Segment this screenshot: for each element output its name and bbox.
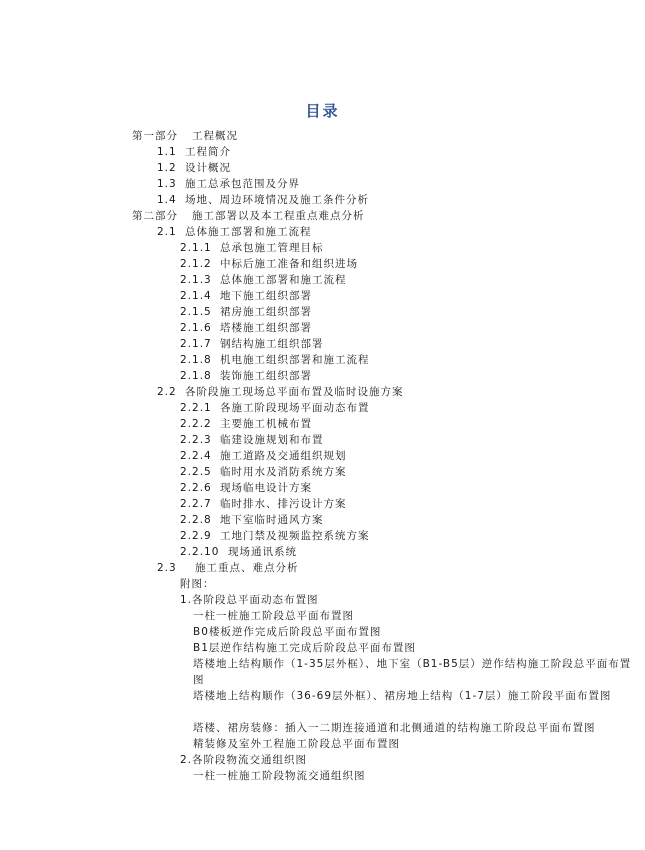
toc-entry-text: 临时用水及消防系统方案 [220,466,347,478]
toc-entry-text: 机电施工组织部署和施工流程 [220,354,370,366]
toc-entry-text: 地下施工组织部署 [220,290,312,302]
toc-entry-number: 1.2 [157,162,177,174]
toc-entry-number: 2.2.9 [180,530,212,542]
toc-entry-text: 施工重点、难点分析 [195,562,299,574]
toc-entry-number: 2.1.5 [180,306,212,318]
appendix-item[interactable]: B1层逆作结构施工完成后阶段总平面布置图 [193,642,416,654]
toc-entry-number: 2.1.2 [180,258,212,270]
toc-entry-text: 场地、周边环境情况及施工条件分析 [185,194,369,206]
toc-entry-number: 2.2.5 [180,466,212,478]
toc-entry[interactable] [180,304,312,320]
toc-entry-text: 设计概况 [185,162,231,174]
toc-entry-number: 2.1.8 [180,354,212,366]
toc-entry[interactable] [180,528,370,544]
toc-entry-number: 2.1.8 [180,370,212,382]
toc-entry[interactable] [180,336,324,352]
toc-entry-number: 2.2.2 [180,418,212,430]
toc-entry[interactable] [180,512,324,528]
appendix-item[interactable]: 塔楼地上结构顺作（36-69层外框）、裙房地上结构（1-7层）施工阶段平面布置图 [193,690,612,702]
toc-entry[interactable] [180,240,324,256]
toc-entry[interactable] [157,160,231,176]
appendix-item[interactable]: 精装修及室外工程施工阶段总平面布置图 [193,738,400,750]
toc-entry-text: 施工总承包范围及分界 [185,178,300,190]
toc-entry[interactable] [180,416,312,432]
toc-entry-text: 总体施工部署和施工流程 [220,274,347,286]
toc-entry-text: 中标后施工准备和组织进场 [220,258,358,270]
toc-entry-number: 2.2.4 [180,450,212,462]
toc-entry-text: 工程简介 [185,146,231,158]
toc-entry-number: 2.1.1 [180,242,212,254]
toc-entry[interactable] [157,384,404,400]
toc-entry-text: 钢结构施工组织部署 [220,338,324,350]
toc-entry-number: 第一部分 [132,130,178,142]
toc-entry[interactable] [180,272,347,288]
toc-entry[interactable] [180,448,347,464]
toc-entry[interactable] [180,368,312,384]
toc-entry-number: 2.3 [157,562,177,574]
toc-entry-number: 2.1.3 [180,274,212,286]
toc-entry-text: 主要施工机械布置 [220,418,312,430]
toc-entry-text: 裙房施工组织部署 [220,306,312,318]
toc-entry-text: 装饰施工组织部署 [220,370,312,382]
toc-entry[interactable] [157,176,300,192]
toc-entry-text: 地下室临时通风方案 [220,514,324,526]
toc-entry[interactable] [132,128,238,144]
toc-entry-text: 施工道路及交通组织规划 [220,450,347,462]
toc-entry-text: 总体施工部署和施工流程 [185,226,312,238]
toc-entry-text: 工程概况 [192,130,238,142]
toc-entry[interactable] [180,496,347,512]
toc-title: 目录 [305,102,340,120]
toc-entry[interactable] [180,256,358,272]
appendix-group-title[interactable]: 2.各阶段物流交通组织图 [180,754,308,766]
toc-entry-number: 2.2.1 [180,402,212,414]
toc-entry[interactable] [157,224,312,240]
toc-entry-text: 各阶段施工现场总平面布置及临时设施方案 [185,386,404,398]
toc-entry-number: 2.1.7 [180,338,212,350]
appendix-item[interactable]: 一柱一桩施工阶段总平面布置图 [193,610,354,622]
toc-entry[interactable] [157,192,369,208]
toc-entry-text: 塔楼施工组织部署 [220,322,312,334]
appendix-item[interactable]: 一柱一桩施工阶段物流交通组织图 [193,770,366,782]
appendix-item[interactable]: B0楼板逆作完成后阶段总平面布置图 [193,626,382,638]
toc-entry-number: 2.2.8 [180,514,212,526]
toc-entry[interactable] [180,288,312,304]
toc-entry-number: 2.1.6 [180,322,212,334]
toc-entry[interactable] [180,480,312,496]
toc-entry-number: 2.2.7 [180,498,212,510]
toc-entry-number: 2.2 [157,386,177,398]
toc-entry-text: 现场临电设计方案 [220,482,312,494]
toc-entry-number: 2.2.3 [180,434,212,446]
toc-entry[interactable] [180,464,347,480]
appendix-item[interactable]: 塔楼、裙房装修：插入一二期连接通道和北侧通道的结构施工阶段总平面布置图 [193,722,596,734]
toc-entry-text: 临建设施规划和布置 [220,434,324,446]
toc-entry-text: 临时排水、排污设计方案 [220,498,347,510]
toc-entry-number: 2.2.10 [180,546,220,558]
toc-entry[interactable] [180,320,312,336]
toc-entry-number: 1.4 [157,194,177,206]
appendix-item[interactable]: 塔楼地上结构顺作（1-35层外框）、地下室（B1-B5层）逆作结构施工阶段总平面布置图 [193,658,632,686]
toc-entry-text: 现场通讯系统 [228,546,297,558]
toc-entry-text: 工地门禁及视频监控系统方案 [220,530,370,542]
toc-entry[interactable] [132,208,365,224]
toc-entry-text: 施工部署以及本工程重点难点分析 [192,210,365,222]
toc-entry-text: 各施工阶段现场平面动态布置 [220,402,370,414]
toc-entry-number: 2.2.6 [180,482,212,494]
toc-entry-number: 2.1.4 [180,290,212,302]
appendix-heading: 附图： [180,578,215,590]
toc-entry[interactable] [180,544,297,560]
toc-entry[interactable] [180,432,324,448]
toc-entry[interactable] [157,144,231,160]
appendix-group-title[interactable]: 1.各阶段总平面动态布置图 [180,594,319,606]
toc-entry-number: 2.1 [157,226,177,238]
toc-entry-number: 1.1 [157,146,177,158]
toc-entry-number: 1.3 [157,178,177,190]
toc-entry-text: 总承包施工管理目标 [220,242,324,254]
toc-entry[interactable] [180,352,370,368]
toc-entry-number: 第二部分 [132,210,178,222]
toc-entry[interactable] [157,560,299,576]
toc-entry[interactable] [180,400,370,416]
